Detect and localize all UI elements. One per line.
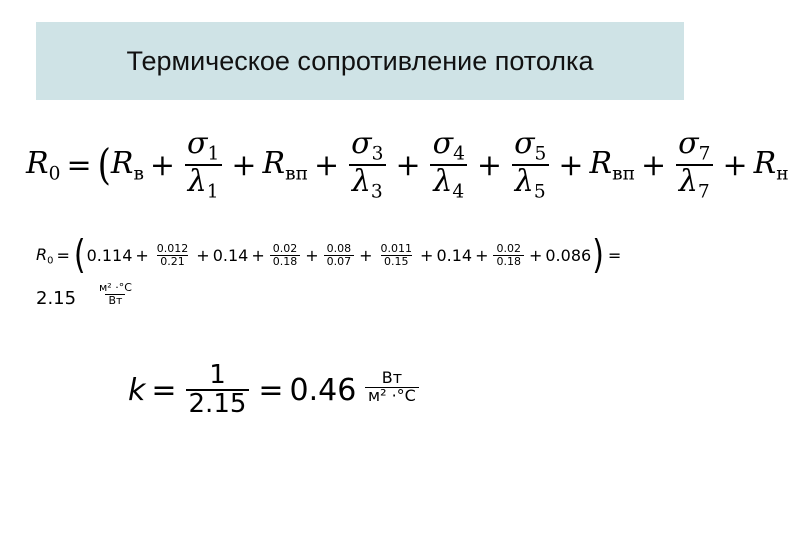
- term-014: 0.14: [212, 246, 249, 265]
- right-paren: ): [592, 232, 604, 279]
- r0-symbol: $R_0$: [26, 145, 61, 185]
- rn-term: $R_н$: [753, 145, 789, 185]
- equals-sign: =: [151, 372, 177, 408]
- numeric-formula: [36, 232, 624, 279]
- plus-sign: +: [196, 246, 210, 265]
- equals-sign: =: [66, 147, 92, 183]
- rv-term: $R_в$: [110, 145, 144, 185]
- plus-sign: +: [305, 246, 319, 265]
- k-unit: Вт м² ·°С: [365, 370, 419, 405]
- plus-sign: +: [528, 246, 543, 265]
- plus-sign: +: [395, 147, 421, 183]
- fraction-4: $\frac{0.011}{0.15}$: [380, 242, 413, 268]
- sigma3-lambda3-fraction: $\frac{\sigma_3}{\lambda_3}$: [348, 128, 386, 202]
- general-formula: [26, 128, 789, 202]
- plus-sign: +: [313, 147, 340, 183]
- r0-unit: м² ·°С Вт: [99, 281, 132, 307]
- slide-title: Термическое сопротивление потолка: [126, 45, 594, 76]
- plus-sign: +: [359, 246, 373, 265]
- left-paren: (: [97, 140, 111, 191]
- equals-sign: =: [258, 372, 284, 408]
- plus-sign: +: [475, 246, 489, 265]
- plus-sign: +: [641, 147, 667, 183]
- fraction-1: $\frac{0.012}{0.21}$: [156, 242, 189, 268]
- sigma7-lambda7-fraction: $\frac{\sigma_7}{\lambda_7}$: [675, 128, 713, 202]
- r0-result: 2.15: [36, 288, 77, 309]
- fraction-5: $\frac{0.02}{0.18}$: [493, 243, 524, 267]
- sigma5-lambda5-fraction: $\frac{\sigma_5}{\lambda_5}$: [511, 128, 549, 202]
- k-result: 0.46: [289, 372, 357, 408]
- sigma1-lambda1-fraction: $\frac{\sigma_1}{\lambda_1}$: [184, 128, 222, 202]
- sigma4-lambda4-fraction: $\frac{\sigma_4}{\lambda_4}$: [430, 128, 468, 202]
- k-symbol: k: [128, 372, 146, 408]
- plus-sign: +: [135, 246, 149, 265]
- term-0114: 0.114: [86, 246, 133, 265]
- k-formula: [128, 362, 356, 419]
- rvp-term: $R_{вп}$: [262, 145, 308, 185]
- slide-title-bar: [36, 22, 684, 100]
- equals-sign: =: [607, 246, 622, 265]
- plus-sign: +: [558, 147, 584, 183]
- k-fraction: $\frac{1}{2.15}$: [186, 362, 250, 419]
- plus-sign: +: [149, 147, 176, 183]
- plus-sign: +: [420, 246, 434, 265]
- r0-symbol-small: $R_0$: [36, 244, 54, 267]
- plus-sign: +: [476, 147, 503, 183]
- plus-sign: +: [722, 147, 748, 183]
- left-paren: (: [73, 232, 86, 279]
- plus-sign: +: [251, 246, 265, 265]
- rvp-term-2: $R_{вп}$: [589, 145, 635, 185]
- term-014-second: 0.14: [436, 246, 473, 265]
- plus-sign: +: [231, 147, 257, 183]
- term-0086: 0.086: [545, 246, 592, 265]
- fraction-2: $\frac{0.02}{0.18}$: [270, 243, 301, 267]
- equals-sign: =: [56, 246, 70, 265]
- fraction-3: $\frac{0.08}{0.07}$: [324, 243, 355, 267]
